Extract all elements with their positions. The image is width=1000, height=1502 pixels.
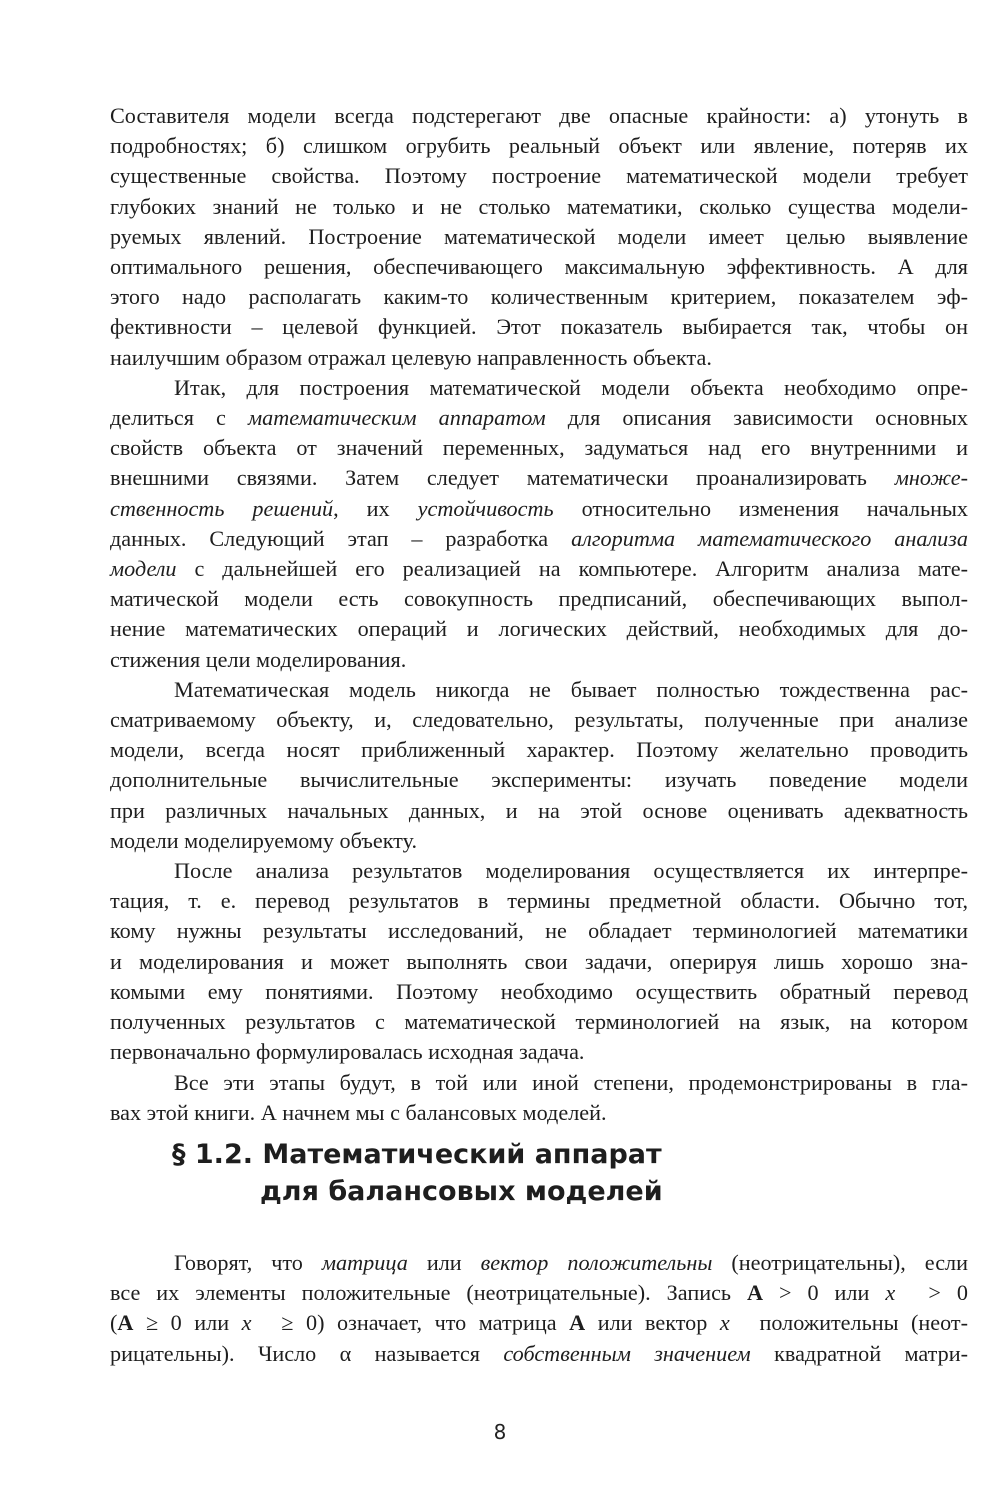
page-number: 8 [493,1420,507,1444]
term-vector-positive: вектор положительны [480,1250,713,1275]
alpha-symbol: α [339,1340,352,1366]
paragraph-4: После анализа результатов моделирования осуществляется их интерпре- тация, т. е. перевод результатов в термины предметной области. Обычно тот, кому нужны результаты исследований, не обладает терминологией математики и моделирования и может выполнять свои задачи, оперируя лишь хорошо зна- комыми ему понятиями. Поэтому необходимо осуществить обратный перевод полученных результатов с математической терминологией на язык, на котором первоначально формулировалась исходная задача. [110,858,968,1065]
term-stability: устойчивость [417,495,554,521]
term-algorithm: алгоритма математического анализа [571,525,968,551]
section-heading [172,1136,663,1210]
paragraph-5: Все эти этапы будут, в той или иной степени, продемонстрированы в гла- вах этой книги. А начнем мы с балансовых моделей. [110,1069,968,1125]
matrix-symbol: A [747,1280,764,1306]
paragraph-3: Математическая модель никогда не бывает полностью тождественна рас- сматриваемому объекту, и, следовательно, результаты, полученные при анализе модели, всегда носят приближенный характер. Поэтому желательно проводить дополнительные вычислительные эксперименты: изучать поведение модели при различных начальных данных, и на этой основе оценивать адекватность модели моделируемому объекту. [110,676,968,853]
paragraph-1: Составителя модели всегда подстерегают две опасные крайности: а) утонуть в подробностях; б) слишком огрубить реальный объект или явление, потеряв их существенные свойства. Поэтому построение математической модели требует глубоких знаний не только и не столько математики, сколько существа модели- руемых явлений. Построение математической модели имеет целью выявление оптимального решения, обеспечивающего максимальную эффективность. А для этого надо располагать каким-то количественным критерием, показателем эф- фективности – целевой функцией. Этот показатель выбирается так, чтобы он наилучшим образом отражал целевую направленность объекта. [110,103,968,370]
paragraph-2: Итак, для построения математической модели объекта необходимо опре- делиться с математическим аппаратом для описания зависимости основных свойств объекта от значений переменных, задуматься над его внутренними и внешними связями. Затем следует математически проанализировать множе- ственность решений, их устойчивость относительно изменения начальных данных. Следующий этап – разработка алгоритма математического анализа модели с дальнейшей его реализацией на компьютере. Алгоритм анализа мате- матической модели есть совокупность предписаний, обеспечивающих выпол- нение математических операций и логических действий, необходимых для до- стижения цели моделирования. [110,374,968,672]
term-eigenvalue: собственным значением [503,1340,751,1366]
term-solution-set: множе- [894,465,968,491]
term-matrix: матрица [321,1250,408,1275]
term-math-apparatus: математическим аппаратом [248,405,546,431]
section-heading-line-1: § 1.2. Математический аппарат [172,1139,662,1170]
section-heading-line-2: для балансовых моделей [260,1176,663,1207]
paragraph-6: Говорят, что матрица или вектор положительны (неотрицательны), если все их элементы положительные (неотрицательные). Запись A > 0 или x⃗ > 0 (A ≥ 0 или x⃗ ≥ 0) означает, что матрица A или вектор x⃗ положительны (неот- рицательны). Число α называется собственным значением квадратной матри- [110,1250,969,1366]
vector-symbol: x⃗ [885,1280,913,1306]
body-text [110,101,968,1128]
section-text [110,1248,968,1369]
